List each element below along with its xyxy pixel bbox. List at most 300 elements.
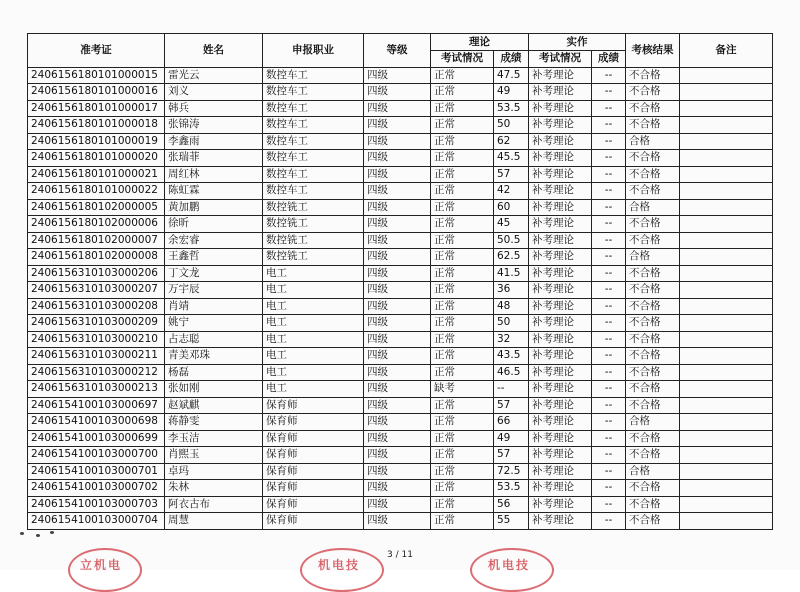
cell-level: 四级	[364, 67, 431, 84]
cell-name: 雷光云	[165, 67, 263, 84]
cell-exam-id: 2406154100103000703	[28, 496, 165, 513]
cell-occupation: 数控车工	[263, 84, 364, 101]
cell-remarks	[680, 199, 773, 216]
cell-result: 合格	[626, 414, 680, 431]
header-occupation: 申报职业	[263, 34, 364, 68]
cell-remarks	[680, 133, 773, 150]
cell-practice-status: 补考理论	[529, 298, 592, 315]
cell-level: 四级	[364, 265, 431, 282]
cell-practice-score: --	[592, 430, 626, 447]
cell-result: 不合格	[626, 67, 680, 84]
table-row	[28, 480, 773, 497]
cell-theory-status: 正常	[431, 430, 494, 447]
cell-practice-score: --	[592, 513, 626, 530]
cell-level: 四级	[364, 463, 431, 480]
table-row	[28, 348, 773, 365]
cell-occupation: 保育师	[263, 447, 364, 464]
table-row	[28, 397, 773, 414]
cell-name: 阿衣古布	[165, 496, 263, 513]
cell-exam-id: 2406156180102000007	[28, 232, 165, 249]
cell-level: 四级	[364, 183, 431, 200]
cell-result: 不合格	[626, 166, 680, 183]
cell-exam-id: 2406154100103000697	[28, 397, 165, 414]
cell-name: 刘义	[165, 84, 263, 101]
cell-result: 不合格	[626, 496, 680, 513]
cell-theory-status: 正常	[431, 364, 494, 381]
cell-remarks	[680, 265, 773, 282]
cell-name: 蒋静雯	[165, 414, 263, 431]
cell-practice-score: --	[592, 183, 626, 200]
cell-result: 不合格	[626, 232, 680, 249]
cell-result: 不合格	[626, 150, 680, 167]
cell-remarks	[680, 397, 773, 414]
cell-name: 赵斌麒	[165, 397, 263, 414]
cell-remarks	[680, 183, 773, 200]
cell-remarks	[680, 117, 773, 134]
cell-occupation: 电工	[263, 298, 364, 315]
cell-practice-score: --	[592, 249, 626, 266]
cell-theory-status: 正常	[431, 216, 494, 233]
cell-result: 合格	[626, 199, 680, 216]
table-row	[28, 166, 773, 183]
cell-remarks	[680, 298, 773, 315]
cell-theory-score: 49	[494, 430, 529, 447]
cell-result: 合格	[626, 133, 680, 150]
cell-result: 不合格	[626, 216, 680, 233]
cell-practice-score: --	[592, 331, 626, 348]
cell-exam-id: 2406156310103000209	[28, 315, 165, 332]
cell-practice-score: --	[592, 397, 626, 414]
cell-result: 不合格	[626, 397, 680, 414]
cell-exam-id: 2406156180101000017	[28, 100, 165, 117]
cell-name: 韩兵	[165, 100, 263, 117]
cell-theory-score: 57	[494, 447, 529, 464]
cell-practice-score: --	[592, 133, 626, 150]
cell-exam-id: 2406156310103000210	[28, 331, 165, 348]
cell-theory-status: 正常	[431, 513, 494, 530]
cell-practice-score: --	[592, 265, 626, 282]
cell-remarks	[680, 84, 773, 101]
cell-theory-status: 正常	[431, 480, 494, 497]
cell-occupation: 数控车工	[263, 166, 364, 183]
cell-theory-status: 正常	[431, 249, 494, 266]
cell-theory-status: 缺考	[431, 381, 494, 398]
cell-theory-score: 50	[494, 117, 529, 134]
cell-occupation: 电工	[263, 331, 364, 348]
cell-practice-status: 补考理论	[529, 430, 592, 447]
cell-remarks	[680, 150, 773, 167]
table-row	[28, 298, 773, 315]
cell-level: 四级	[364, 315, 431, 332]
cell-result: 不合格	[626, 265, 680, 282]
cell-result: 不合格	[626, 84, 680, 101]
cell-occupation: 数控车工	[263, 67, 364, 84]
cell-name: 杨磊	[165, 364, 263, 381]
cell-exam-id: 2406156180101000016	[28, 84, 165, 101]
cell-occupation: 数控车工	[263, 100, 364, 117]
cell-practice-score: --	[592, 84, 626, 101]
header-result: 考核结果	[626, 34, 680, 68]
results-table	[27, 33, 773, 530]
cell-remarks	[680, 282, 773, 299]
cell-theory-score: 57	[494, 397, 529, 414]
cell-occupation: 数控铣工	[263, 249, 364, 266]
cell-exam-id: 2406154100103000701	[28, 463, 165, 480]
cell-name: 陈虹霖	[165, 183, 263, 200]
cell-theory-score: 57	[494, 166, 529, 183]
cell-practice-status: 补考理论	[529, 331, 592, 348]
table-row	[28, 364, 773, 381]
cell-result: 合格	[626, 463, 680, 480]
cell-occupation: 保育师	[263, 513, 364, 530]
cell-exam-id: 2406154100103000699	[28, 430, 165, 447]
cell-exam-id: 2406154100103000700	[28, 447, 165, 464]
cell-exam-id: 2406156310103000207	[28, 282, 165, 299]
cell-remarks	[680, 100, 773, 117]
cell-theory-score: 47.5	[494, 67, 529, 84]
cell-remarks	[680, 463, 773, 480]
cell-name: 青美邓珠	[165, 348, 263, 365]
seal-text-middle: 机电技	[318, 558, 361, 572]
cell-result: 不合格	[626, 364, 680, 381]
cell-occupation: 电工	[263, 282, 364, 299]
cell-practice-status: 补考理论	[529, 166, 592, 183]
cell-result: 不合格	[626, 117, 680, 134]
cell-level: 四级	[364, 480, 431, 497]
cell-occupation: 数控铣工	[263, 232, 364, 249]
cell-practice-status: 补考理论	[529, 100, 592, 117]
cell-occupation: 保育师	[263, 496, 364, 513]
cell-occupation: 电工	[263, 265, 364, 282]
cell-theory-status: 正常	[431, 166, 494, 183]
cell-exam-id: 2406156310103000208	[28, 298, 165, 315]
table-row	[28, 150, 773, 167]
cell-level: 四级	[364, 216, 431, 233]
cell-result: 不合格	[626, 282, 680, 299]
cell-practice-score: --	[592, 166, 626, 183]
cell-theory-score: 42	[494, 183, 529, 200]
cell-remarks	[680, 249, 773, 266]
cell-practice-score: --	[592, 496, 626, 513]
cell-theory-score: 66	[494, 414, 529, 431]
cell-practice-status: 补考理论	[529, 282, 592, 299]
cell-theory-score: 41.5	[494, 265, 529, 282]
cell-practice-status: 补考理论	[529, 183, 592, 200]
cell-exam-id: 2406156180101000018	[28, 117, 165, 134]
cell-name: 丁文龙	[165, 265, 263, 282]
cell-practice-status: 补考理论	[529, 513, 592, 530]
cell-occupation: 数控车工	[263, 117, 364, 134]
cell-level: 四级	[364, 117, 431, 134]
cell-exam-id: 2406156180102000005	[28, 199, 165, 216]
cell-theory-status: 正常	[431, 298, 494, 315]
cell-theory-score: 46.5	[494, 364, 529, 381]
cell-practice-status: 补考理论	[529, 199, 592, 216]
cell-practice-score: --	[592, 100, 626, 117]
cell-level: 四级	[364, 414, 431, 431]
cell-result: 不合格	[626, 183, 680, 200]
cell-occupation: 保育师	[263, 430, 364, 447]
cell-practice-status: 补考理论	[529, 364, 592, 381]
cell-occupation: 电工	[263, 364, 364, 381]
cell-result: 不合格	[626, 331, 680, 348]
cell-exam-id: 2406156310103000212	[28, 364, 165, 381]
header-theory-score: 成绩	[494, 51, 529, 68]
cell-practice-status: 补考理论	[529, 117, 592, 134]
cell-exam-id: 2406156310103000211	[28, 348, 165, 365]
table-body	[28, 67, 773, 529]
cell-name: 张瑞菲	[165, 150, 263, 167]
cell-level: 四级	[364, 100, 431, 117]
cell-theory-score: 36	[494, 282, 529, 299]
cell-result: 不合格	[626, 513, 680, 530]
cell-practice-score: --	[592, 447, 626, 464]
cell-theory-score: 48	[494, 298, 529, 315]
seal-text-left: 立机电	[80, 558, 123, 572]
scan-speck	[36, 534, 40, 537]
cell-exam-id: 2406154100103000704	[28, 513, 165, 530]
cell-theory-score: 45	[494, 216, 529, 233]
cell-occupation: 保育师	[263, 480, 364, 497]
scan-speck	[20, 532, 24, 535]
cell-occupation: 电工	[263, 315, 364, 332]
table-row	[28, 315, 773, 332]
cell-theory-status: 正常	[431, 150, 494, 167]
header-practice-status: 考试情况	[529, 51, 592, 68]
cell-name: 肖靖	[165, 298, 263, 315]
table-row	[28, 117, 773, 134]
cell-practice-status: 补考理论	[529, 133, 592, 150]
cell-exam-id: 2406156180102000006	[28, 216, 165, 233]
cell-level: 四级	[364, 199, 431, 216]
cell-level: 四级	[364, 331, 431, 348]
cell-result: 不合格	[626, 447, 680, 464]
cell-exam-id: 2406156310103000213	[28, 381, 165, 398]
cell-name: 余宏睿	[165, 232, 263, 249]
table-row	[28, 447, 773, 464]
header-theory: 理论	[431, 34, 529, 51]
cell-name: 李玉洁	[165, 430, 263, 447]
cell-theory-status: 正常	[431, 183, 494, 200]
header-practice-score: 成绩	[592, 51, 626, 68]
cell-theory-status: 正常	[431, 447, 494, 464]
cell-name: 姚宁	[165, 315, 263, 332]
cell-practice-status: 补考理论	[529, 67, 592, 84]
cell-theory-status: 正常	[431, 315, 494, 332]
cell-exam-id: 2406156180101000019	[28, 133, 165, 150]
table-row	[28, 282, 773, 299]
cell-exam-id: 2406156180101000022	[28, 183, 165, 200]
header-theory-status: 考试情况	[431, 51, 494, 68]
cell-level: 四级	[364, 397, 431, 414]
cell-practice-score: --	[592, 414, 626, 431]
cell-occupation: 保育师	[263, 414, 364, 431]
cell-occupation: 保育师	[263, 397, 364, 414]
cell-theory-score: 55	[494, 513, 529, 530]
cell-practice-score: --	[592, 480, 626, 497]
cell-theory-status: 正常	[431, 397, 494, 414]
seal-text-right: 机电技	[488, 558, 531, 572]
cell-remarks	[680, 216, 773, 233]
header-exam-id: 准考证	[28, 34, 165, 68]
header-name: 姓名	[165, 34, 263, 68]
cell-practice-status: 补考理论	[529, 397, 592, 414]
cell-remarks	[680, 496, 773, 513]
cell-exam-id: 2406156180102000008	[28, 249, 165, 266]
cell-name: 占志聪	[165, 331, 263, 348]
cell-name: 徐昕	[165, 216, 263, 233]
cell-occupation: 数控车工	[263, 133, 364, 150]
cell-name: 张如刚	[165, 381, 263, 398]
table-row	[28, 265, 773, 282]
cell-theory-status: 正常	[431, 67, 494, 84]
cell-remarks	[680, 364, 773, 381]
cell-remarks	[680, 430, 773, 447]
cell-remarks	[680, 232, 773, 249]
cell-theory-score: 49	[494, 84, 529, 101]
cell-name: 张锦涛	[165, 117, 263, 134]
cell-practice-status: 补考理论	[529, 480, 592, 497]
cell-name: 朱林	[165, 480, 263, 497]
cell-practice-score: --	[592, 315, 626, 332]
cell-practice-status: 补考理论	[529, 150, 592, 167]
cell-theory-status: 正常	[431, 348, 494, 365]
header-level: 等级	[364, 34, 431, 68]
table-row	[28, 463, 773, 480]
cell-practice-score: --	[592, 150, 626, 167]
cell-occupation: 电工	[263, 381, 364, 398]
cell-result: 不合格	[626, 480, 680, 497]
cell-exam-id: 2406154100103000702	[28, 480, 165, 497]
cell-practice-score: --	[592, 117, 626, 134]
cell-level: 四级	[364, 381, 431, 398]
cell-practice-status: 补考理论	[529, 381, 592, 398]
cell-theory-score: 53.5	[494, 480, 529, 497]
cell-theory-status: 正常	[431, 265, 494, 282]
cell-level: 四级	[364, 364, 431, 381]
cell-level: 四级	[364, 150, 431, 167]
cell-level: 四级	[364, 513, 431, 530]
cell-remarks	[680, 447, 773, 464]
cell-level: 四级	[364, 133, 431, 150]
cell-theory-score: 56	[494, 496, 529, 513]
cell-occupation: 电工	[263, 348, 364, 365]
cell-level: 四级	[364, 249, 431, 266]
cell-occupation: 数控铣工	[263, 216, 364, 233]
cell-result: 不合格	[626, 348, 680, 365]
cell-result: 不合格	[626, 100, 680, 117]
cell-theory-score: 50	[494, 315, 529, 332]
cell-theory-score: 50.5	[494, 232, 529, 249]
cell-practice-status: 补考理论	[529, 249, 592, 266]
table-row	[28, 249, 773, 266]
cell-level: 四级	[364, 84, 431, 101]
cell-practice-score: --	[592, 216, 626, 233]
page-number: 3 / 11	[387, 550, 413, 560]
cell-name: 万宇辰	[165, 282, 263, 299]
cell-remarks	[680, 381, 773, 398]
cell-practice-score: --	[592, 463, 626, 480]
cell-practice-status: 补考理论	[529, 463, 592, 480]
cell-theory-status: 正常	[431, 84, 494, 101]
cell-exam-id: 2406156180101000020	[28, 150, 165, 167]
cell-practice-score: --	[592, 364, 626, 381]
cell-name: 周慧	[165, 513, 263, 530]
cell-level: 四级	[364, 348, 431, 365]
table-row	[28, 414, 773, 431]
cell-theory-score: 60	[494, 199, 529, 216]
cell-theory-score: --	[494, 381, 529, 398]
cell-remarks	[680, 67, 773, 84]
cell-level: 四级	[364, 447, 431, 464]
cell-remarks	[680, 513, 773, 530]
cell-theory-status: 正常	[431, 133, 494, 150]
cell-theory-status: 正常	[431, 282, 494, 299]
cell-remarks	[680, 315, 773, 332]
cell-theory-status: 正常	[431, 117, 494, 134]
table-row	[28, 199, 773, 216]
cell-practice-status: 补考理论	[529, 216, 592, 233]
table-row	[28, 496, 773, 513]
cell-theory-score: 53.5	[494, 100, 529, 117]
cell-level: 四级	[364, 166, 431, 183]
cell-name: 黄加鹏	[165, 199, 263, 216]
table-row	[28, 100, 773, 117]
table-row	[28, 183, 773, 200]
cell-practice-status: 补考理论	[529, 348, 592, 365]
cell-occupation: 数控车工	[263, 183, 364, 200]
cell-result: 不合格	[626, 315, 680, 332]
cell-theory-score: 72.5	[494, 463, 529, 480]
cell-name: 卓玛	[165, 463, 263, 480]
cell-practice-status: 补考理论	[529, 84, 592, 101]
cell-practice-score: --	[592, 67, 626, 84]
cell-result: 不合格	[626, 298, 680, 315]
cell-practice-score: --	[592, 348, 626, 365]
cell-practice-score: --	[592, 232, 626, 249]
cell-theory-status: 正常	[431, 496, 494, 513]
cell-name: 李鑫雨	[165, 133, 263, 150]
cell-theory-score: 62	[494, 133, 529, 150]
cell-name: 周红林	[165, 166, 263, 183]
cell-result: 不合格	[626, 430, 680, 447]
cell-practice-status: 补考理论	[529, 496, 592, 513]
cell-theory-status: 正常	[431, 232, 494, 249]
table-header	[28, 34, 773, 68]
cell-remarks	[680, 414, 773, 431]
table-row	[28, 430, 773, 447]
cell-exam-id: 2406154100103000698	[28, 414, 165, 431]
cell-theory-score: 45.5	[494, 150, 529, 167]
cell-practice-score: --	[592, 381, 626, 398]
header-remarks: 备注	[680, 34, 773, 68]
cell-remarks	[680, 166, 773, 183]
cell-practice-status: 补考理论	[529, 232, 592, 249]
cell-remarks	[680, 331, 773, 348]
table-row	[28, 216, 773, 233]
header-practice: 实作	[529, 34, 626, 51]
table-row	[28, 331, 773, 348]
cell-result: 合格	[626, 249, 680, 266]
cell-level: 四级	[364, 282, 431, 299]
cell-practice-score: --	[592, 282, 626, 299]
cell-exam-id: 2406156180101000021	[28, 166, 165, 183]
cell-name: 王鑫哲	[165, 249, 263, 266]
cell-remarks	[680, 480, 773, 497]
cell-practice-status: 补考理论	[529, 414, 592, 431]
cell-practice-status: 补考理论	[529, 315, 592, 332]
cell-theory-status: 正常	[431, 331, 494, 348]
